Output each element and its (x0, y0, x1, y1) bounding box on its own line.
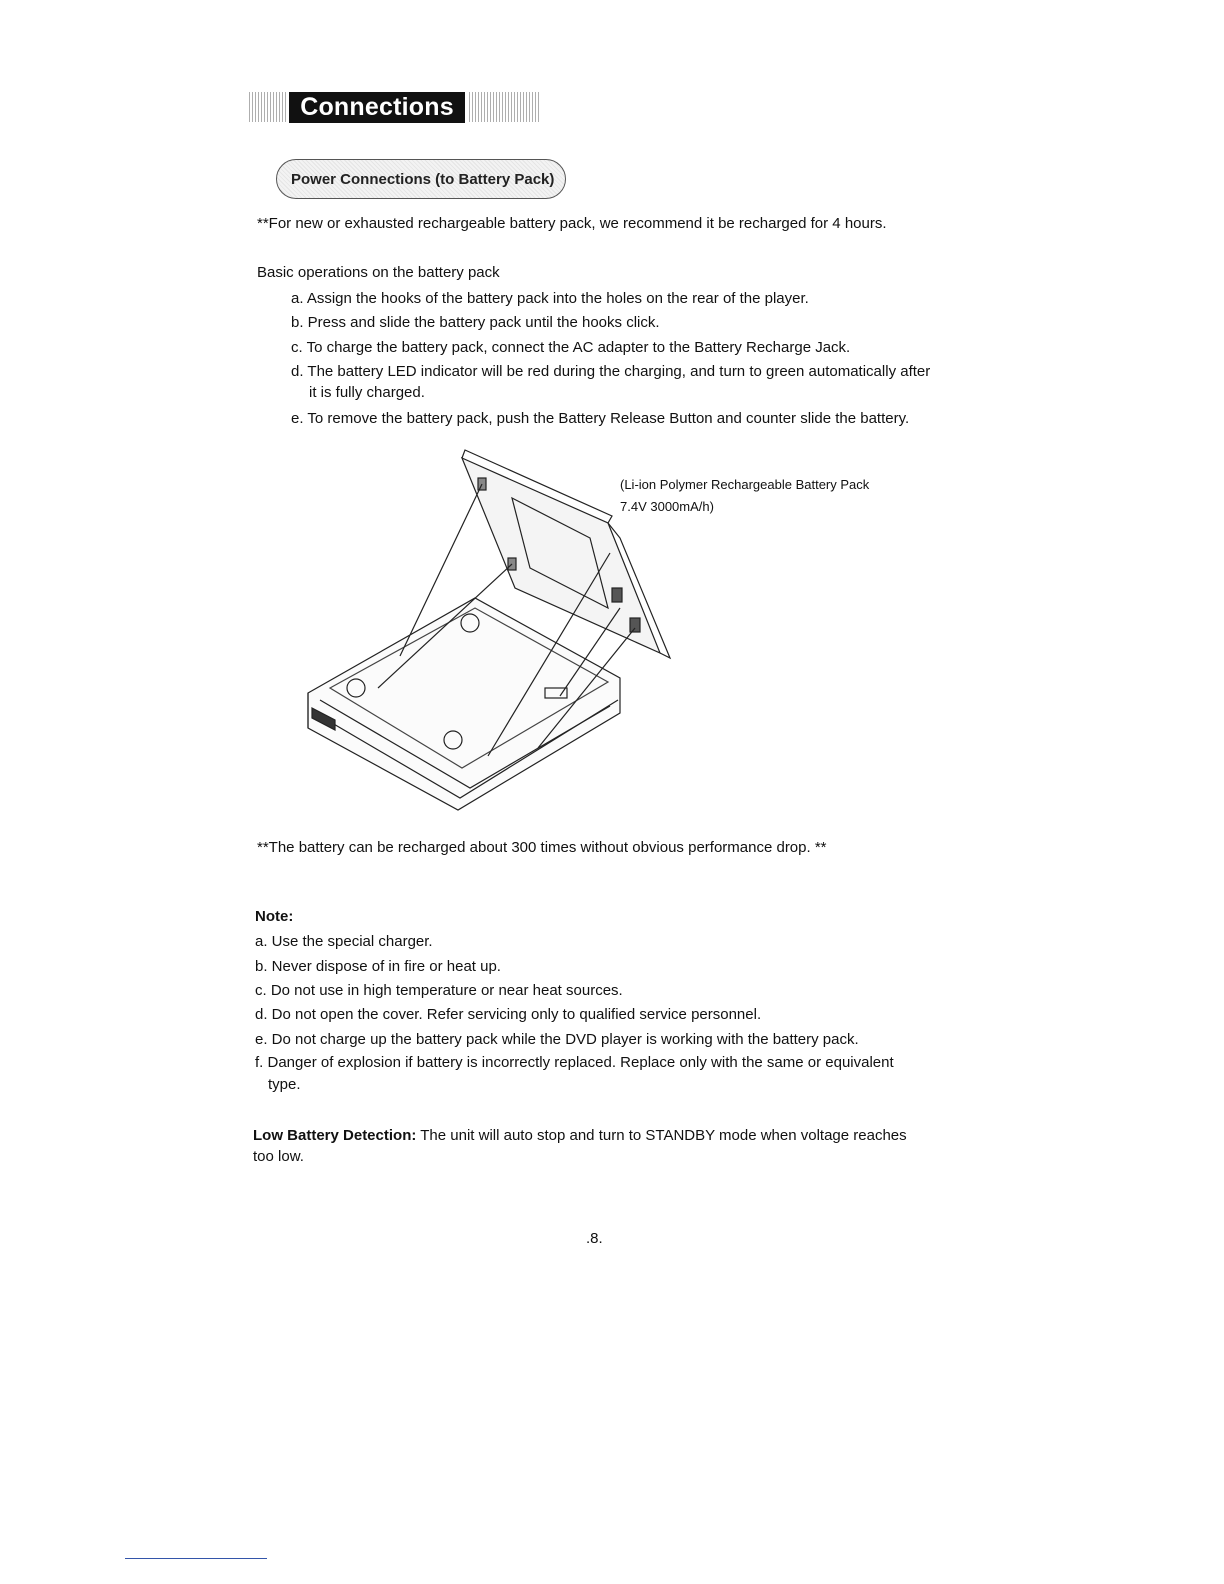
low-battery-text: The unit will auto stop and turn to STANDBY mode when voltage reaches (416, 1127, 907, 1144)
low-battery-text-continued: too low. (253, 1148, 304, 1165)
basic-ops-item: c. To charge the battery pack, connect the AC adapter to the Battery Recharge Jack. (291, 339, 851, 356)
figure-label-line1: (Li-ion Polymer Rechargeable Battery Pack (620, 477, 870, 492)
note-item: e. Do not charge up the battery pack while the DVD player is working with the battery pack. (255, 1031, 859, 1048)
note-item: c. Do not use in high temperature or near heat sources. (255, 982, 623, 999)
basic-ops-item: d. The battery LED indicator will be red during the charging, and turn to green automatically after (291, 363, 931, 380)
low-battery-paragraph (253, 1126, 907, 1146)
note-item: a. Use the special charger. (255, 933, 433, 950)
footer-rule (125, 1558, 267, 1559)
note-heading: Note: (255, 908, 294, 925)
low-battery-label: Low Battery Detection: (253, 1127, 417, 1144)
figure-label-line2: 7.4V 3000mA/h) (620, 499, 714, 514)
section-title (276, 159, 566, 199)
note-item: f. Danger of explosion if battery is incorrectly replaced. Replace only with the same or equivalent (255, 1054, 894, 1071)
page-title: Connections (289, 92, 465, 123)
basic-ops-item: b. Press and slide the battery pack until the hooks click. (291, 314, 660, 331)
recharge-note: **The battery can be recharged about 300 times without obvious performance drop. ** (257, 839, 827, 856)
page-number: .8. (586, 1230, 603, 1247)
basic-ops-heading: Basic operations on the battery pack (257, 264, 500, 281)
basic-ops-item-continued: it is fully charged. (309, 384, 425, 401)
basic-ops-item: a. Assign the hooks of the battery pack into the holes on the rear of the player. (291, 290, 809, 307)
header-stripes-left (249, 92, 287, 122)
intro-note: **For new or exhausted rechargeable battery pack, we recommend it be recharged for 4 hours. (257, 215, 887, 232)
note-item: d. Do not open the cover. Refer servicing only to qualified service personnel. (255, 1006, 762, 1023)
note-item-continued: type. (268, 1076, 301, 1093)
basic-ops-item: e. To remove the battery pack, push the Battery Release Button and counter slide the battery. (291, 410, 910, 427)
section-title-text: Power Connections (to Battery Pack) (291, 170, 555, 188)
header-stripes-right (469, 92, 541, 122)
note-item: b. Never dispose of in fire or heat up. (255, 958, 501, 975)
